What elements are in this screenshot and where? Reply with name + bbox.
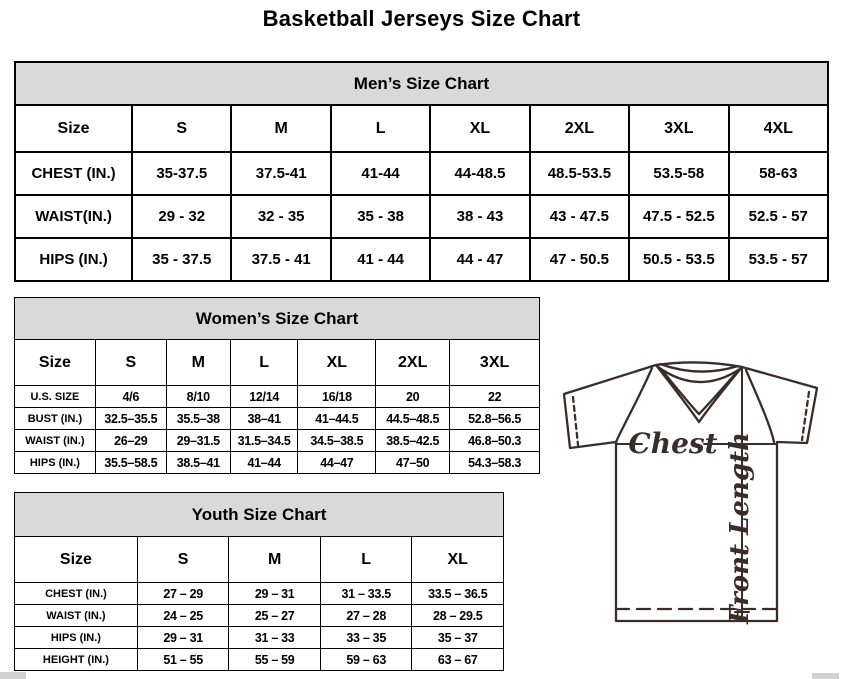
- womens-column-header-xl: XL: [298, 340, 376, 386]
- front-length-label: Front Length: [725, 432, 755, 624]
- womens-row-label: BUST (IN.): [15, 408, 96, 430]
- womens-value-cell: 29–31.5: [166, 430, 230, 452]
- womens-size-table: [14, 297, 540, 474]
- womens-row-label: U.S. SIZE: [15, 386, 96, 408]
- mens-value-cell: 47.5 - 52.5: [629, 195, 728, 238]
- youth-value-cell: 29 – 31: [229, 583, 321, 605]
- youth-row-label: WAIST (IN.): [15, 605, 138, 627]
- mens-column-header-s: S: [132, 105, 231, 152]
- womens-value-cell: 41–44.5: [298, 408, 376, 430]
- womens-value-cell: 4/6: [95, 386, 166, 408]
- womens-table-row: [15, 430, 540, 452]
- youth-row-label: CHEST (IN.): [15, 583, 138, 605]
- page-title: Basketball Jerseys Size Chart: [262, 6, 581, 31]
- womens-table-title: Women’s Size Chart: [15, 298, 540, 340]
- mens-column-header-3xl: 3XL: [629, 105, 728, 152]
- womens-row-label: WAIST (IN.): [15, 430, 96, 452]
- womens-value-cell: 26–29: [95, 430, 166, 452]
- womens-value-cell: 54.3–58.3: [450, 452, 540, 474]
- womens-row-label: HIPS (IN.): [15, 452, 96, 474]
- womens-table-row: [15, 452, 540, 474]
- mens-value-cell: 53.5 - 57: [729, 238, 829, 281]
- jersey-measurement-diagram: [552, 356, 842, 671]
- womens-table-row: [15, 408, 540, 430]
- womens-column-header-2xl: 2XL: [376, 340, 450, 386]
- youth-value-cell: 27 – 28: [320, 605, 412, 627]
- chest-label: Chest: [628, 427, 718, 460]
- youth-table-row: [15, 583, 504, 605]
- youth-value-cell: 59 – 63: [320, 649, 412, 671]
- youth-column-header-xl: XL: [412, 537, 504, 583]
- womens-value-cell: 34.5–38.5: [298, 430, 376, 452]
- mens-table-row: [15, 195, 828, 238]
- mens-value-cell: 37.5-41: [231, 152, 330, 195]
- youth-value-cell: 25 – 27: [229, 605, 321, 627]
- youth-row-label: HEIGHT (IN.): [15, 649, 138, 671]
- womens-value-cell: 32.5–35.5: [95, 408, 166, 430]
- mens-value-cell: 44 - 47: [430, 238, 529, 281]
- mens-value-cell: 47 - 50.5: [530, 238, 629, 281]
- womens-value-cell: 41–44: [230, 452, 298, 474]
- womens-value-cell: 52.8–56.5: [450, 408, 540, 430]
- mens-value-cell: 53.5-58: [629, 152, 728, 195]
- womens-value-cell: 35.5–58.5: [95, 452, 166, 474]
- mens-column-header-2xl: 2XL: [530, 105, 629, 152]
- youth-value-cell: 55 – 59: [229, 649, 321, 671]
- womens-value-cell: 22: [450, 386, 540, 408]
- womens-value-cell: 38.5–41: [166, 452, 230, 474]
- mens-row-label: WAIST(IN.): [15, 195, 132, 238]
- womens-column-header-s: S: [95, 340, 166, 386]
- cropped-element-fragment-left: [0, 672, 26, 679]
- mens-value-cell: 58-63: [729, 152, 829, 195]
- right-sleeve-seam: [746, 370, 774, 442]
- womens-value-cell: 38–41: [230, 408, 298, 430]
- youth-column-header-l: L: [320, 537, 412, 583]
- youth-value-cell: 24 – 25: [137, 605, 229, 627]
- youth-table-row: [15, 649, 504, 671]
- mens-value-cell: 44-48.5: [430, 152, 529, 195]
- mens-value-cell: 35 - 38: [331, 195, 430, 238]
- youth-table-title: Youth Size Chart: [15, 493, 504, 537]
- womens-value-cell: 44–47: [298, 452, 376, 474]
- womens-value-cell: 31.5–34.5: [230, 430, 298, 452]
- mens-table-title: Men’s Size Chart: [15, 62, 828, 105]
- youth-value-cell: 29 – 31: [137, 627, 229, 649]
- youth-column-header-m: M: [229, 537, 321, 583]
- youth-value-cell: 35 – 37: [412, 627, 504, 649]
- youth-value-cell: 33 – 35: [320, 627, 412, 649]
- youth-table-row: [15, 627, 504, 649]
- mens-value-cell: 43 - 47.5: [530, 195, 629, 238]
- womens-column-header-3xl: 3XL: [450, 340, 540, 386]
- mens-value-cell: 29 - 32: [132, 195, 231, 238]
- mens-value-cell: 37.5 - 41: [231, 238, 330, 281]
- mens-table-row: [15, 152, 828, 195]
- mens-column-header-xl: XL: [430, 105, 529, 152]
- mens-size-table: [14, 61, 829, 282]
- mens-column-header-m: M: [231, 105, 330, 152]
- youth-size-table: [14, 492, 504, 671]
- youth-value-cell: 28 – 29.5: [412, 605, 504, 627]
- mens-value-cell: 52.5 - 57: [729, 195, 829, 238]
- youth-value-cell: 31 – 33.5: [320, 583, 412, 605]
- womens-value-cell: 12/14: [230, 386, 298, 408]
- womens-value-cell: 47–50: [376, 452, 450, 474]
- womens-column-header-size: Size: [15, 340, 96, 386]
- mens-value-cell: 41 - 44: [331, 238, 430, 281]
- womens-value-cell: 20: [376, 386, 450, 408]
- womens-value-cell: 38.5–42.5: [376, 430, 450, 452]
- youth-column-header-size: Size: [15, 537, 138, 583]
- mens-column-header-l: L: [331, 105, 430, 152]
- womens-column-header-l: L: [230, 340, 298, 386]
- youth-value-cell: 31 – 33: [229, 627, 321, 649]
- womens-column-header-m: M: [166, 340, 230, 386]
- mens-value-cell: 38 - 43: [430, 195, 529, 238]
- mens-value-cell: 35-37.5: [132, 152, 231, 195]
- left-cuff-dashed-line: [573, 397, 578, 445]
- mens-value-cell: 50.5 - 53.5: [629, 238, 728, 281]
- mens-value-cell: 41-44: [331, 152, 430, 195]
- cropped-element-fragment-right: [812, 673, 839, 679]
- mens-row-label: HIPS (IN.): [15, 238, 132, 281]
- womens-value-cell: 35.5–38: [166, 408, 230, 430]
- mens-value-cell: 32 - 35: [231, 195, 330, 238]
- youth-value-cell: 51 – 55: [137, 649, 229, 671]
- womens-table-row: [15, 386, 540, 408]
- womens-value-cell: 16/18: [298, 386, 376, 408]
- mens-column-header-size: Size: [15, 105, 132, 152]
- youth-value-cell: 63 – 67: [412, 649, 504, 671]
- youth-column-header-s: S: [137, 537, 229, 583]
- mens-value-cell: 35 - 37.5: [132, 238, 231, 281]
- womens-value-cell: 46.8–50.3: [450, 430, 540, 452]
- mens-row-label: CHEST (IN.): [15, 152, 132, 195]
- youth-value-cell: 27 – 29: [137, 583, 229, 605]
- youth-value-cell: 33.5 – 36.5: [412, 583, 504, 605]
- youth-table-row: [15, 605, 504, 627]
- mens-column-header-4xl: 4XL: [729, 105, 829, 152]
- jersey-outline: [564, 362, 817, 621]
- youth-row-label: HIPS (IN.): [15, 627, 138, 649]
- mens-value-cell: 48.5-53.5: [530, 152, 629, 195]
- womens-value-cell: 44.5–48.5: [376, 408, 450, 430]
- womens-value-cell: 8/10: [166, 386, 230, 408]
- mens-table-row: [15, 238, 828, 281]
